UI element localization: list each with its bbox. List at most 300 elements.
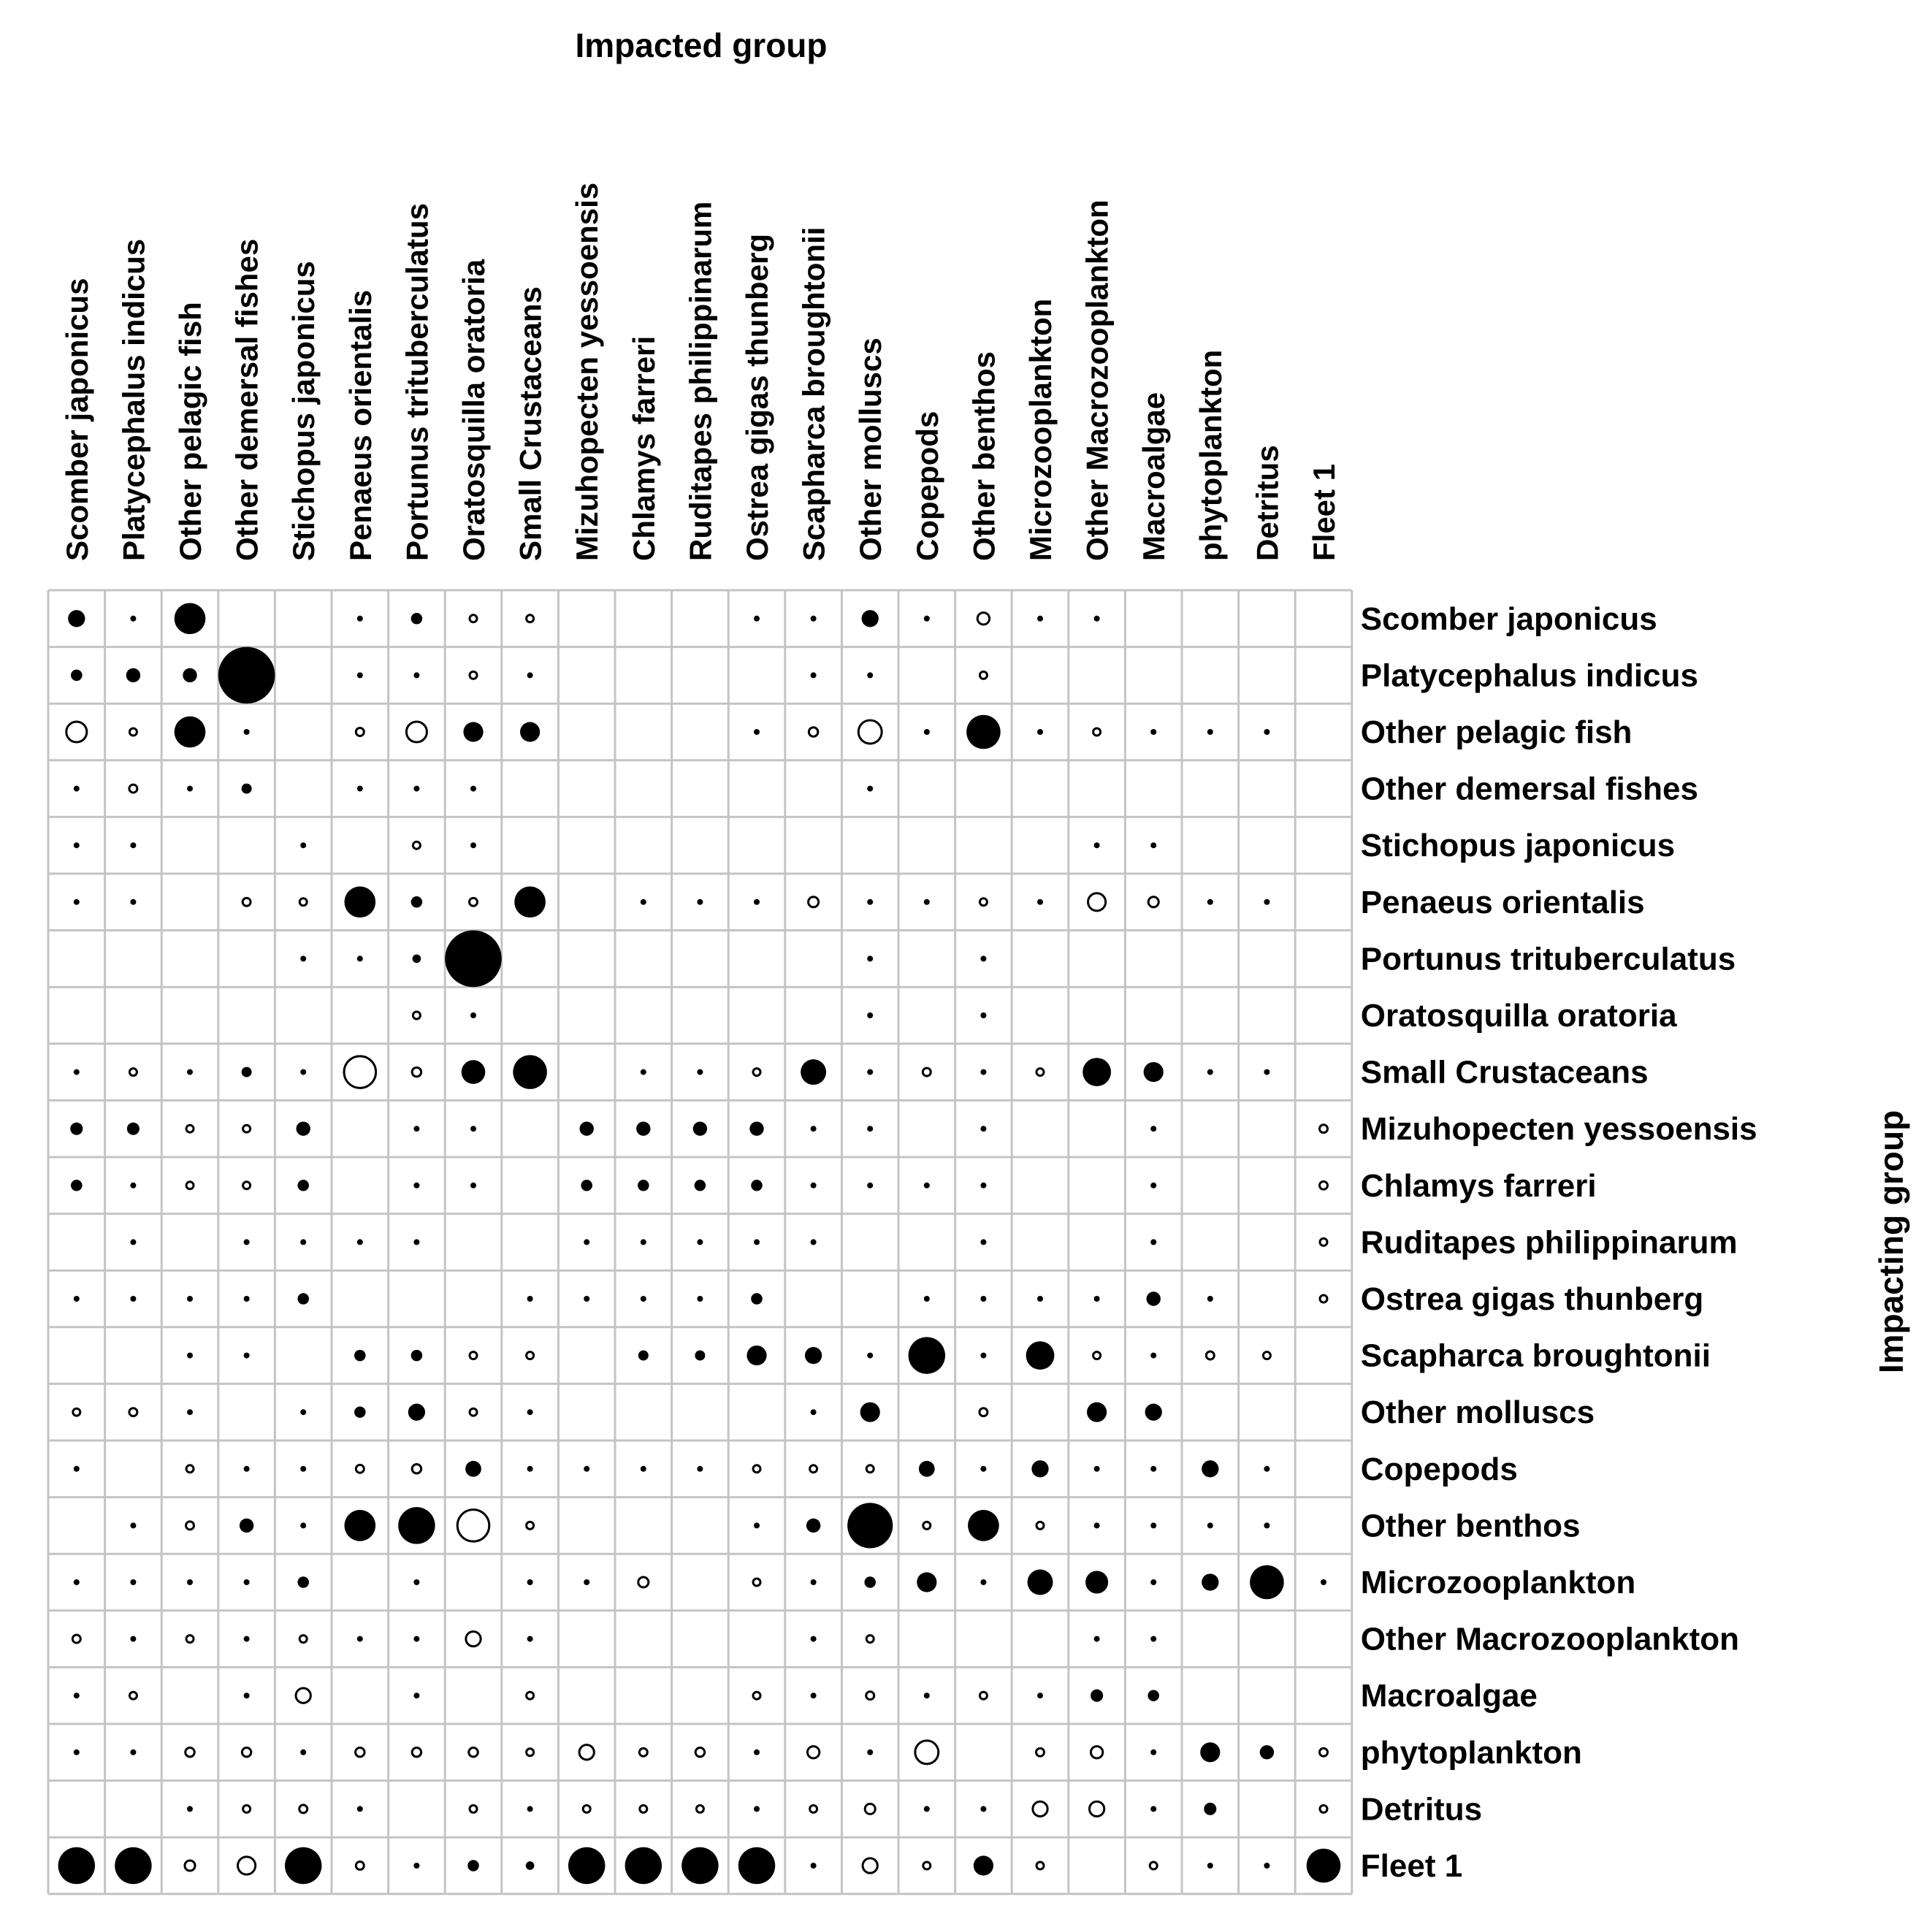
bubble-penaeus-orientalis-on-ostrea-gigas-thunberg	[754, 899, 760, 905]
bubble-phytoplankton-on-microzooplankton	[1036, 1748, 1045, 1756]
bubble-copepods-on-mizuhopecten-yessoensis	[584, 1466, 589, 1472]
bubble-other-macrozooplankton-on-other-molluscs	[866, 1636, 874, 1643]
bubble-phytoplankton-on-scapharca-broughtonii	[807, 1747, 819, 1758]
bubble-other-macrozooplankton-on-other-macrozooplankton	[1094, 1636, 1100, 1642]
bubble-platycephalus-indicus-on-oratosquilla-oratoria	[470, 671, 477, 679]
bubble-phytoplankton-on-stichopus-japonicus	[300, 1749, 306, 1755]
bubble-other-molluscs-on-portunus-trituberculatus	[408, 1404, 425, 1421]
bubble-ruditapes-philippinarum-on-macroalgae	[1150, 1239, 1156, 1245]
bubble-fleet-1-on-small-crustaceans	[526, 1861, 535, 1870]
bubble-scapharca-broughtonii-on-oratosquilla-oratoria	[470, 1352, 477, 1359]
bubble-scapharca-broughtonii-on-ruditapes-philippinarum	[695, 1351, 705, 1361]
bubble-ostrea-gigas-thunberg-on-phytoplankton	[1207, 1296, 1213, 1302]
bubble-detritus-on-other-demersal-fishes	[243, 1805, 251, 1812]
bubble-other-macrozooplankton-on-other-pelagic-fish	[186, 1636, 194, 1643]
bubble-other-macrozooplankton-on-scomber-japonicus	[72, 1635, 80, 1643]
bubble-microzooplankton-on-scomber-japonicus	[74, 1579, 80, 1585]
row-label-small-crustaceans: Small Crustaceans	[1360, 1054, 1649, 1091]
bubble-copepods-on-penaeus-orientalis	[356, 1465, 364, 1473]
row-label-ruditapes-philippinarum: Ruditapes philippinarum	[1360, 1224, 1738, 1261]
bubble-penaeus-orientalis-on-microzooplankton	[1037, 899, 1043, 905]
bubble-phytoplankton-on-oratosquilla-oratoria	[469, 1748, 478, 1758]
right-axis-title: Impacting group	[1872, 1110, 1910, 1374]
bubble-small-crustaceans-on-other-molluscs	[867, 1069, 873, 1075]
bubble-microzooplankton-on-phytoplankton	[1202, 1573, 1218, 1590]
bubble-phytoplankton-on-small-crustaceans	[527, 1749, 534, 1756]
bubble-other-pelagic-fish-on-scomber-japonicus	[66, 722, 87, 742]
bubble-scapharca-broughtonii-on-microzooplankton	[1026, 1341, 1055, 1370]
bubble-detritus-on-copepods	[924, 1806, 930, 1812]
column-label-other-benthos: Other benthos	[966, 351, 1001, 561]
bubble-other-demersal-fishes-on-portunus-trituberculatus	[413, 786, 419, 792]
bubble-microzooplankton-on-other-pelagic-fish	[187, 1579, 193, 1585]
bubble-mizuhopecten-yessoensis-on-fleet-1	[1320, 1125, 1328, 1133]
row-label-other-pelagic-fish: Other pelagic fish	[1360, 714, 1633, 750]
row-label-mizuhopecten-yessoensis: Mizuhopecten yessoensis	[1360, 1111, 1757, 1148]
bubble-copepods-on-stichopus-japonicus	[300, 1466, 306, 1472]
bubble-microzooplankton-on-macroalgae	[1150, 1579, 1156, 1585]
row-label-copepods: Copepods	[1360, 1451, 1518, 1487]
column-label-penaeus-orientalis: Penaeus orientalis	[343, 289, 378, 561]
bubble-mizuhopecten-yessoensis-on-platycephalus-indicus	[127, 1123, 140, 1135]
bubble-small-crustaceans-on-copepods	[923, 1068, 931, 1076]
row-labels	[1361, 601, 1757, 1884]
bubble-small-crustaceans-on-macroalgae	[1144, 1062, 1164, 1082]
bubble-microzooplankton-on-small-crustaceans	[527, 1579, 533, 1585]
bubble-other-benthos-on-penaeus-orientalis	[344, 1510, 375, 1541]
bubble-copepods-on-phytoplankton	[1202, 1460, 1218, 1477]
bubble-copepods-on-oratosquilla-oratoria	[465, 1461, 481, 1477]
bubble-penaeus-orientalis-on-other-macrozooplankton	[1088, 893, 1106, 911]
row-label-macroalgae: Macroalgae	[1360, 1678, 1538, 1714]
bubble-chlamys-farreri-on-portunus-trituberculatus	[413, 1183, 419, 1188]
bubble-other-benthos-on-other-benthos	[968, 1510, 999, 1541]
column-label-scomber-japonicus: Scomber japonicus	[59, 278, 94, 561]
row-label-scomber-japonicus: Scomber japonicus	[1360, 600, 1657, 637]
bubble-ostrea-gigas-thunberg-on-chlamys-farreri	[641, 1296, 646, 1302]
bubble-small-crustaceans-on-chlamys-farreri	[641, 1069, 646, 1075]
bubble-mizuhopecten-yessoensis-on-other-pelagic-fish	[186, 1125, 194, 1132]
bubble-detritus-on-ruditapes-philippinarum	[696, 1805, 703, 1812]
bubble-mizuhopecten-yessoensis-on-scomber-japonicus	[70, 1123, 83, 1135]
bubble-phytoplankton-on-penaeus-orientalis	[356, 1748, 365, 1758]
bubble-ostrea-gigas-thunberg-on-fleet-1	[1320, 1295, 1327, 1302]
bubble-other-molluscs-on-other-pelagic-fish	[187, 1409, 193, 1415]
bubble-portunus-trituberculatus-on-penaeus-orientalis	[357, 955, 363, 961]
bubble-macroalgae-on-platycephalus-indicus	[129, 1692, 137, 1699]
bubble-scapharca-broughtonii-on-other-molluscs	[867, 1353, 873, 1359]
bubble-ostrea-gigas-thunberg-on-other-pelagic-fish	[187, 1296, 193, 1302]
bubble-fleet-1-on-other-pelagic-fish	[185, 1861, 195, 1871]
bubble-ruditapes-philippinarum-on-mizuhopecten-yessoensis	[584, 1239, 589, 1245]
bubble-copepods-on-copepods	[919, 1461, 935, 1477]
bubble-detritus-on-other-pelagic-fish	[187, 1806, 193, 1812]
bubble-chlamys-farreri-on-platycephalus-indicus	[130, 1183, 136, 1188]
bubble-phytoplankton-on-phytoplankton	[1200, 1742, 1220, 1762]
bubble-microzooplankton-on-microzooplankton	[1028, 1570, 1053, 1595]
bubble-mizuhopecten-yessoensis-on-portunus-trituberculatus	[413, 1126, 419, 1132]
bubble-mizuhopecten-yessoensis-on-other-benthos	[980, 1126, 986, 1132]
bubble-copepods-on-ostrea-gigas-thunberg	[753, 1465, 760, 1473]
bubble-chlamys-farreri-on-other-demersal-fishes	[243, 1182, 251, 1189]
bubble-mizuhopecten-yessoensis-on-other-molluscs	[867, 1126, 873, 1132]
bubble-stichopus-japonicus-on-oratosquilla-oratoria	[470, 842, 476, 848]
bubble-small-crustaceans-on-stichopus-japonicus	[300, 1069, 306, 1075]
bubble-ruditapes-philippinarum-on-penaeus-orientalis	[357, 1239, 363, 1245]
bubble-microzooplankton-on-portunus-trituberculatus	[413, 1579, 419, 1585]
bubble-small-crustaceans-on-penaeus-orientalis	[344, 1056, 376, 1088]
bubble-copepods-on-detritus	[1264, 1466, 1269, 1472]
row-label-other-demersal-fishes: Other demersal fishes	[1360, 771, 1699, 807]
bubble-chlamys-farreri-on-scomber-japonicus	[71, 1180, 83, 1191]
bubble-microzooplankton-on-other-benthos	[980, 1579, 986, 1585]
bubble-penaeus-orientalis-on-chlamys-farreri	[641, 899, 646, 905]
bubble-other-benthos-on-detritus	[1264, 1522, 1269, 1528]
bubble-other-molluscs-on-penaeus-orientalis	[354, 1406, 366, 1418]
row-label-ostrea-gigas-thunberg: Ostrea gigas thunberg	[1360, 1281, 1704, 1317]
bubble-ostrea-gigas-thunberg-on-ruditapes-philippinarum	[697, 1296, 703, 1302]
bubble-other-benthos-on-phytoplankton	[1207, 1522, 1213, 1528]
bubble-other-pelagic-fish-on-portunus-trituberculatus	[406, 722, 427, 742]
bubble-phytoplankton-on-ruditapes-philippinarum	[695, 1748, 705, 1758]
bubble-other-benthos-on-other-demersal-fishes	[240, 1519, 253, 1533]
bubble-other-macrozooplankton-on-macroalgae	[1150, 1636, 1156, 1642]
bubble-scomber-japonicus-on-oratosquilla-oratoria	[470, 615, 477, 622]
bubble-scomber-japonicus-on-scomber-japonicus	[68, 610, 85, 627]
bubble-microzooplankton-on-mizuhopecten-yessoensis	[584, 1579, 589, 1585]
bubble-fleet-1-on-ostrea-gigas-thunberg	[738, 1847, 775, 1884]
bubble-macroalgae-on-other-benthos	[980, 1692, 987, 1699]
bubble-scapharca-broughtonii-on-other-macrozooplankton	[1093, 1352, 1101, 1359]
bubble-other-pelagic-fish-on-scapharca-broughtonii	[809, 728, 818, 737]
bubble-other-benthos-on-other-molluscs	[847, 1503, 893, 1548]
bubble-detritus-on-other-benthos	[980, 1806, 986, 1812]
bubble-chlamys-farreri-on-copepods	[924, 1183, 930, 1188]
bubble-copepods-on-chlamys-farreri	[641, 1466, 646, 1472]
bubble-detritus-on-ostrea-gigas-thunberg	[754, 1806, 760, 1812]
column-label-macroalgae: Macroalgae	[1137, 392, 1172, 561]
bubble-other-pelagic-fish-on-platycephalus-indicus	[129, 728, 137, 736]
bubble-penaeus-orientalis-on-platycephalus-indicus	[130, 899, 136, 905]
bubble-platycephalus-indicus-on-portunus-trituberculatus	[413, 672, 419, 678]
bubble-ruditapes-philippinarum-on-chlamys-farreri	[641, 1239, 646, 1245]
bubble-other-pelagic-fish-on-other-macrozooplankton	[1093, 728, 1101, 736]
bubble-other-macrozooplankton-on-penaeus-orientalis	[357, 1636, 363, 1642]
bubble-detritus-on-other-macrozooplankton	[1089, 1801, 1104, 1816]
bubble-detritus-on-small-crustaceans	[527, 1806, 533, 1812]
bubble-portunus-trituberculatus-on-stichopus-japonicus	[300, 955, 306, 961]
bubble-ostrea-gigas-thunberg-on-copepods	[924, 1296, 930, 1302]
bubble-macroalgae-on-portunus-trituberculatus	[413, 1693, 419, 1698]
bubble-scapharca-broughtonii-on-detritus	[1263, 1352, 1270, 1359]
bubble-small-crustaceans-on-other-pelagic-fish	[187, 1069, 193, 1075]
bubble-ruditapes-philippinarum-on-portunus-trituberculatus	[413, 1239, 419, 1245]
bubble-macroalgae-on-copepods	[924, 1693, 930, 1698]
bubble-chlamys-farreri-on-macroalgae	[1150, 1183, 1156, 1188]
bubble-ostrea-gigas-thunberg-on-macroalgae	[1147, 1291, 1161, 1305]
bubble-small-crustaceans-on-other-macrozooplankton	[1083, 1058, 1111, 1086]
bubble-ruditapes-philippinarum-on-ruditapes-philippinarum	[697, 1239, 703, 1245]
bubble-oratosquilla-oratoria-on-oratosquilla-oratoria	[470, 1012, 476, 1018]
column-label-fleet-1: Fleet 1	[1307, 463, 1341, 561]
bubble-other-macrozooplankton-on-oratosquilla-oratoria	[466, 1631, 481, 1646]
column-label-oratosquilla-oratoria: Oratosquilla oratoria	[457, 259, 491, 561]
bubble-ostrea-gigas-thunberg-on-platycephalus-indicus	[130, 1296, 136, 1302]
bubble-platycephalus-indicus-on-scapharca-broughtonii	[811, 672, 817, 678]
bubble-other-molluscs-on-scomber-japonicus	[73, 1408, 80, 1416]
bubble-mizuhopecten-yessoensis-on-ruditapes-philippinarum	[693, 1122, 707, 1136]
row-label-other-macrozooplankton: Other Macrozooplankton	[1360, 1621, 1740, 1657]
bubble-macroalgae-on-macroalgae	[1148, 1690, 1159, 1701]
bubble-ostrea-gigas-thunberg-on-other-benthos	[980, 1296, 986, 1302]
column-label-ruditapes-philippinarum: Ruditapes philippinarum	[683, 201, 718, 561]
bubble-detritus-on-scapharca-broughtonii	[810, 1805, 817, 1812]
bubble-phytoplankton-on-fleet-1	[1320, 1748, 1328, 1756]
bubble-other-benthos-on-scapharca-broughtonii	[806, 1519, 820, 1533]
bubble-other-macrozooplankton-on-other-demersal-fishes	[244, 1636, 250, 1642]
bubble-mizuhopecten-yessoensis-on-stichopus-japonicus	[297, 1122, 310, 1136]
bubble-ostrea-gigas-thunberg-on-other-macrozooplankton	[1094, 1296, 1100, 1302]
bubble-fleet-1-on-detritus	[1264, 1863, 1269, 1869]
bubble-platycephalus-indicus-on-small-crustaceans	[527, 672, 533, 678]
bubble-scomber-japonicus-on-microzooplankton	[1037, 616, 1043, 622]
bubble-penaeus-orientalis-on-other-molluscs	[867, 899, 873, 905]
bubble-scomber-japonicus-on-ostrea-gigas-thunberg	[754, 616, 760, 622]
bubble-small-crustaceans-on-microzooplankton	[1036, 1069, 1044, 1076]
bubble-ostrea-gigas-thunberg-on-mizuhopecten-yessoensis	[584, 1296, 589, 1302]
bubble-macroalgae-on-small-crustaceans	[527, 1692, 534, 1699]
bubble-stichopus-japonicus-on-platycephalus-indicus	[130, 842, 136, 848]
bubble-scapharca-broughtonii-on-phytoplankton	[1206, 1351, 1214, 1359]
column-label-chlamys-farreri: Chlamys farreri	[626, 335, 661, 561]
bubble-chlamys-farreri-on-other-benthos	[980, 1183, 986, 1188]
bubble-other-benthos-on-ostrea-gigas-thunberg	[754, 1522, 760, 1528]
bubble-detritus-on-penaeus-orientalis	[357, 1806, 363, 1812]
bubble-copepods-on-other-pelagic-fish	[186, 1465, 194, 1473]
bubble-macroalgae-on-other-demersal-fishes	[244, 1693, 250, 1698]
bubble-penaeus-orientalis-on-other-demersal-fishes	[243, 898, 251, 906]
bubbles	[58, 603, 1341, 1884]
bubble-detritus-on-microzooplankton	[1033, 1801, 1047, 1816]
bubble-other-benthos-on-small-crustaceans	[527, 1522, 534, 1529]
bubble-ostrea-gigas-thunberg-on-other-demersal-fishes	[244, 1296, 250, 1302]
bubble-microzooplankton-on-ostrea-gigas-thunberg	[753, 1579, 760, 1586]
bubble-microzooplankton-on-detritus	[1250, 1565, 1284, 1600]
bubble-other-pelagic-fish-on-detritus	[1264, 729, 1269, 735]
bubble-penaeus-orientalis-on-copepods	[924, 899, 930, 905]
bubble-microzooplankton-on-copepods	[917, 1572, 936, 1592]
bubble-fleet-1-on-scomber-japonicus	[58, 1847, 95, 1884]
bubble-other-pelagic-fish-on-ostrea-gigas-thunberg	[754, 729, 760, 735]
bubble-fleet-1-on-fleet-1	[1307, 1849, 1341, 1883]
column-label-copepods: Copepods	[909, 411, 944, 561]
bubble-scomber-japonicus-on-penaeus-orientalis	[357, 616, 363, 622]
bubble-ruditapes-philippinarum-on-fleet-1	[1320, 1238, 1327, 1245]
bubble-oratosquilla-oratoria-on-other-benthos	[980, 1012, 986, 1018]
bubble-other-macrozooplankton-on-scapharca-broughtonii	[811, 1636, 817, 1642]
bubble-chlamys-farreri-on-oratosquilla-oratoria	[470, 1183, 476, 1188]
bubble-other-pelagic-fish-on-other-molluscs	[858, 720, 882, 744]
bubble-penaeus-orientalis-on-ruditapes-philippinarum	[697, 899, 703, 905]
bubble-small-crustaceans-on-portunus-trituberculatus	[412, 1067, 421, 1077]
bubble-copepods-on-other-molluscs	[866, 1465, 874, 1473]
bubble-scomber-japonicus-on-platycephalus-indicus	[130, 616, 136, 622]
bubble-mizuhopecten-yessoensis-on-other-demersal-fishes	[243, 1125, 251, 1132]
bubble-fleet-1-on-ruditapes-philippinarum	[681, 1847, 718, 1884]
row-label-stichopus-japonicus: Stichopus japonicus	[1360, 828, 1676, 864]
bubble-stichopus-japonicus-on-scomber-japonicus	[74, 842, 80, 848]
bubble-fleet-1-on-other-demersal-fishes	[238, 1857, 256, 1874]
bubble-penaeus-orientalis-on-stichopus-japonicus	[299, 898, 307, 906]
bubble-scapharca-broughtonii-on-chlamys-farreri	[638, 1351, 649, 1361]
bubble-phytoplankton-on-portunus-trituberculatus	[412, 1748, 421, 1758]
bubble-ruditapes-philippinarum-on-ostrea-gigas-thunberg	[754, 1239, 760, 1245]
bubble-other-molluscs-on-scapharca-broughtonii	[811, 1409, 817, 1415]
bubble-penaeus-orientalis-on-small-crustaceans	[514, 886, 546, 917]
bubble-chlamys-farreri-on-chlamys-farreri	[638, 1180, 649, 1191]
bubble-fleet-1-on-macroalgae	[1150, 1862, 1157, 1869]
bubble-macroalgae-on-stichopus-japonicus	[296, 1688, 310, 1703]
column-label-microzooplankton: Microzooplankton	[1023, 298, 1058, 561]
bubble-scomber-japonicus-on-other-macrozooplankton	[1094, 616, 1100, 622]
row-label-portunus-trituberculatus: Portunus trituberculatus	[1360, 941, 1736, 977]
bubble-other-pelagic-fish-on-other-benthos	[966, 715, 1001, 749]
bubble-other-molluscs-on-other-molluscs	[860, 1403, 880, 1422]
bubble-oratosquilla-oratoria-on-portunus-trituberculatus	[413, 1012, 420, 1019]
bubble-detritus-on-phytoplankton	[1204, 1803, 1216, 1815]
bubble-stichopus-japonicus-on-portunus-trituberculatus	[413, 842, 420, 849]
bubble-mizuhopecten-yessoensis-on-ostrea-gigas-thunberg	[749, 1122, 763, 1136]
column-label-other-pelagic-fish: Other pelagic fish	[173, 302, 207, 561]
bubble-fleet-1-on-oratosquilla-oratoria	[467, 1860, 479, 1871]
bubble-other-macrozooplankton-on-stichopus-japonicus	[299, 1636, 307, 1643]
bubble-ostrea-gigas-thunberg-on-stichopus-japonicus	[297, 1293, 309, 1305]
bubble-fleet-1-on-scapharca-broughtonii	[811, 1863, 817, 1869]
bubble-small-crustaceans-on-oratosquilla-oratoria	[462, 1060, 486, 1084]
row-label-oratosquilla-oratoria: Oratosquilla oratoria	[1360, 998, 1677, 1034]
bubble-other-macrozooplankton-on-portunus-trituberculatus	[413, 1636, 419, 1642]
bubble-other-benthos-on-stichopus-japonicus	[300, 1522, 306, 1528]
bubble-other-pelagic-fish-on-microzooplankton	[1037, 729, 1043, 735]
column-label-platycephalus-indicus: Platycephalus indicus	[116, 238, 151, 561]
bubble-other-macrozooplankton-on-small-crustaceans	[527, 1636, 533, 1642]
bubble-copepods-on-other-macrozooplankton	[1094, 1466, 1100, 1472]
bubble-chlamys-farreri-on-ostrea-gigas-thunberg	[751, 1180, 763, 1191]
bubble-other-pelagic-fish-on-other-pelagic-fish	[175, 717, 206, 748]
bubble-phytoplankton-on-macroalgae	[1150, 1749, 1156, 1755]
bubble-detritus-on-macroalgae	[1150, 1806, 1156, 1812]
bubble-microzooplankton-on-scapharca-broughtonii	[811, 1579, 817, 1585]
bubble-portunus-trituberculatus-on-other-molluscs	[867, 955, 873, 961]
bubble-penaeus-orientalis-on-detritus	[1264, 899, 1269, 905]
bubble-fleet-1-on-penaeus-orientalis	[356, 1862, 364, 1870]
bubble-scapharca-broughtonii-on-other-pelagic-fish	[187, 1353, 193, 1359]
bubble-macroalgae-on-other-macrozooplankton	[1091, 1690, 1103, 1702]
bubble-phytoplankton-on-detritus	[1260, 1745, 1274, 1759]
bubble-mizuhopecten-yessoensis-on-mizuhopecten-yessoensis	[580, 1122, 594, 1136]
bubble-portunus-trituberculatus-on-portunus-trituberculatus	[413, 955, 421, 963]
bubble-scomber-japonicus-on-copepods	[924, 616, 930, 622]
bubble-other-molluscs-on-small-crustaceans	[527, 1409, 533, 1415]
bubble-chlamys-farreri-on-stichopus-japonicus	[297, 1180, 309, 1191]
bubble-small-crustaceans-on-phytoplankton	[1207, 1069, 1213, 1075]
bubble-chlamys-farreri-on-mizuhopecten-yessoensis	[581, 1180, 592, 1191]
bubble-small-crustaceans-on-other-demersal-fishes	[242, 1067, 252, 1077]
bubble-other-demersal-fishes-on-other-demersal-fishes	[242, 784, 252, 794]
bubble-microzooplankton-on-chlamys-farreri	[638, 1577, 649, 1587]
bubble-other-pelagic-fish-on-oratosquilla-oratoria	[463, 722, 483, 741]
bubble-other-pelagic-fish-on-penaeus-orientalis	[356, 728, 364, 736]
bubble-other-benthos-on-portunus-trituberculatus	[398, 1507, 435, 1543]
row-label-microzooplankton: Microzooplankton	[1360, 1565, 1636, 1600]
bubble-small-crustaceans-on-ostrea-gigas-thunberg	[753, 1069, 760, 1076]
bubble-copepods-on-scomber-japonicus	[74, 1466, 80, 1472]
bubble-copepods-on-microzooplankton	[1031, 1460, 1048, 1477]
bubble-scapharca-broughtonii-on-scapharca-broughtonii	[805, 1347, 822, 1364]
bubble-small-crustaceans-on-other-benthos	[980, 1069, 986, 1075]
bubble-chlamys-farreri-on-other-molluscs	[867, 1183, 873, 1188]
bubble-fleet-1-on-stichopus-japonicus	[285, 1847, 321, 1884]
bubble-scomber-japonicus-on-other-molluscs	[862, 610, 879, 627]
row-label-detritus: Detritus	[1360, 1791, 1483, 1828]
bubble-phytoplankton-on-mizuhopecten-yessoensis	[579, 1745, 594, 1760]
bubble-macroalgae-on-scapharca-broughtonii	[811, 1693, 817, 1698]
bubble-ruditapes-philippinarum-on-platycephalus-indicus	[130, 1239, 136, 1245]
bubble-chlamys-farreri-on-other-pelagic-fish	[186, 1182, 194, 1189]
bubble-detritus-on-stichopus-japonicus	[299, 1805, 308, 1813]
bubble-other-benthos-on-other-pelagic-fish	[186, 1522, 194, 1530]
bubble-penaeus-orientalis-on-portunus-trituberculatus	[411, 896, 423, 908]
bubble-fleet-1-on-portunus-trituberculatus	[413, 1863, 419, 1869]
bubble-copepods-on-scapharca-broughtonii	[810, 1465, 817, 1473]
bubble-phytoplankton-on-other-demersal-fishes	[242, 1748, 251, 1758]
bubble-scapharca-broughtonii-on-macroalgae	[1150, 1353, 1156, 1359]
bubble-scapharca-broughtonii-on-penaeus-orientalis	[354, 1350, 366, 1362]
bubble-fleet-1-on-platycephalus-indicus	[115, 1847, 151, 1884]
bubble-other-benthos-on-macroalgae	[1150, 1522, 1156, 1528]
bubble-stichopus-japonicus-on-macroalgae	[1150, 842, 1156, 848]
row-label-fleet-1: Fleet 1	[1360, 1848, 1463, 1884]
bubble-penaeus-orientalis-on-macroalgae	[1148, 897, 1158, 907]
bubble-platycephalus-indicus-on-other-benthos	[980, 671, 987, 679]
bubble-other-molluscs-on-other-macrozooplankton	[1087, 1403, 1107, 1422]
bubble-scapharca-broughtonii-on-portunus-trituberculatus	[411, 1350, 423, 1362]
bubble-phytoplankton-on-chlamys-farreri	[639, 1748, 647, 1756]
bubble-microzooplankton-on-other-macrozooplankton	[1085, 1571, 1108, 1593]
bubble-ruditapes-philippinarum-on-other-benthos	[980, 1239, 986, 1245]
bubble-detritus-on-other-molluscs	[865, 1804, 875, 1814]
bubble-phytoplankton-on-copepods	[915, 1741, 939, 1764]
bubble-scomber-japonicus-on-portunus-trituberculatus	[411, 613, 423, 625]
bubble-ruditapes-philippinarum-on-other-demersal-fishes	[244, 1239, 250, 1245]
bubble-chlamys-farreri-on-scapharca-broughtonii	[811, 1183, 817, 1188]
column-label-detritus: Detritus	[1250, 445, 1285, 561]
row-label-penaeus-orientalis: Penaeus orientalis	[1360, 884, 1645, 920]
bubble-ruditapes-philippinarum-on-scapharca-broughtonii	[811, 1239, 817, 1245]
row-label-other-benthos: Other benthos	[1360, 1508, 1581, 1544]
bubble-phytoplankton-on-other-molluscs	[867, 1749, 873, 1755]
bubble-detritus-on-fleet-1	[1320, 1805, 1327, 1812]
bubble-detritus-on-mizuhopecten-yessoensis	[583, 1805, 590, 1812]
bubble-other-demersal-fishes-on-platycephalus-indicus	[129, 785, 137, 793]
bubble-other-demersal-fishes-on-penaeus-orientalis	[357, 786, 363, 792]
row-label-chlamys-farreri: Chlamys farreri	[1360, 1167, 1597, 1204]
bubble-other-benthos-on-copepods	[923, 1522, 931, 1529]
bubble-scapharca-broughtonii-on-ostrea-gigas-thunberg	[747, 1346, 766, 1365]
bubble-fleet-1-on-other-molluscs	[863, 1858, 877, 1873]
bubble-copepods-on-small-crustaceans	[527, 1466, 533, 1472]
bubble-small-crustaceans-on-scomber-japonicus	[74, 1069, 80, 1075]
